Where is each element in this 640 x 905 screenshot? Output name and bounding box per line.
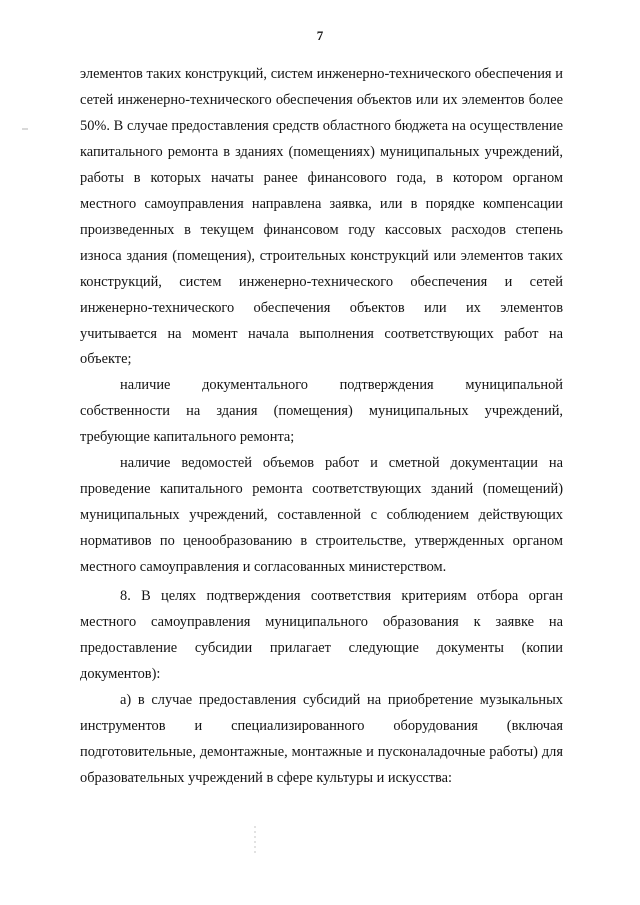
- paragraph-clause-8: 8. В целях подтверждения соответствия критериям отбора орган местного самоуправления муниципального образования к заявке на предоставление субсидии прилагает следующие документы (копии документов):: [80, 588, 563, 682]
- paragraph-ownership-confirmation: наличие документального подтверждения муниципальной собственности на здания (помещения) муниципальных учреждений, требующие капитального ремонта;: [80, 377, 563, 446]
- paragraph-subclause-a: а) в случае предоставления субсидий на приобретение музыкальных инструментов и специализированного оборудования (включая подготовительные, демонтажные, монтажные и пусконаладочные работы) для образовательных учреждений в сфере культуры и искусства:: [80, 691, 563, 786]
- paragraph-building-wear: элементов таких конструкций, систем инженерно-технического обеспечения и сетей инженерно-технического обеспечения объектов или их элементов более 50%. В случае предоставления средств областного бюджета на осуществление капитального ремонта в зданиях (помещениях) муниципальных учреждений, работы в которых начаты ранее финансового года, в котором органом местного самоуправления направлена заявка, или в порядке компенсации произведенных в текущем финансовом году кассовых расходов степень износа здания (помещения), строительных конструкций или элементов таких конструкций, систем инженерно-технического обеспечения и сетей инженерно-технического обеспечения объектов или их элементов учитывается на момент начала выполнения соответствующих работ на объекте;: [80, 66, 563, 368]
- scan-artifact: [22, 128, 28, 130]
- page-number: 7: [316, 28, 324, 43]
- scan-artifact-dotted-line: [254, 826, 256, 856]
- paragraph-estimate-documentation: наличие ведомостей объемов работ и сметной документации на проведение капитального ремонта соответствующих зданий (помещений) муниципальных учреждений, составленной с соблюдением действующих нормативов по ценообразованию в строительстве, утвержденных органом местного самоуправления и согласованных министерством.: [80, 455, 563, 576]
- body-text: [80, 62, 563, 792]
